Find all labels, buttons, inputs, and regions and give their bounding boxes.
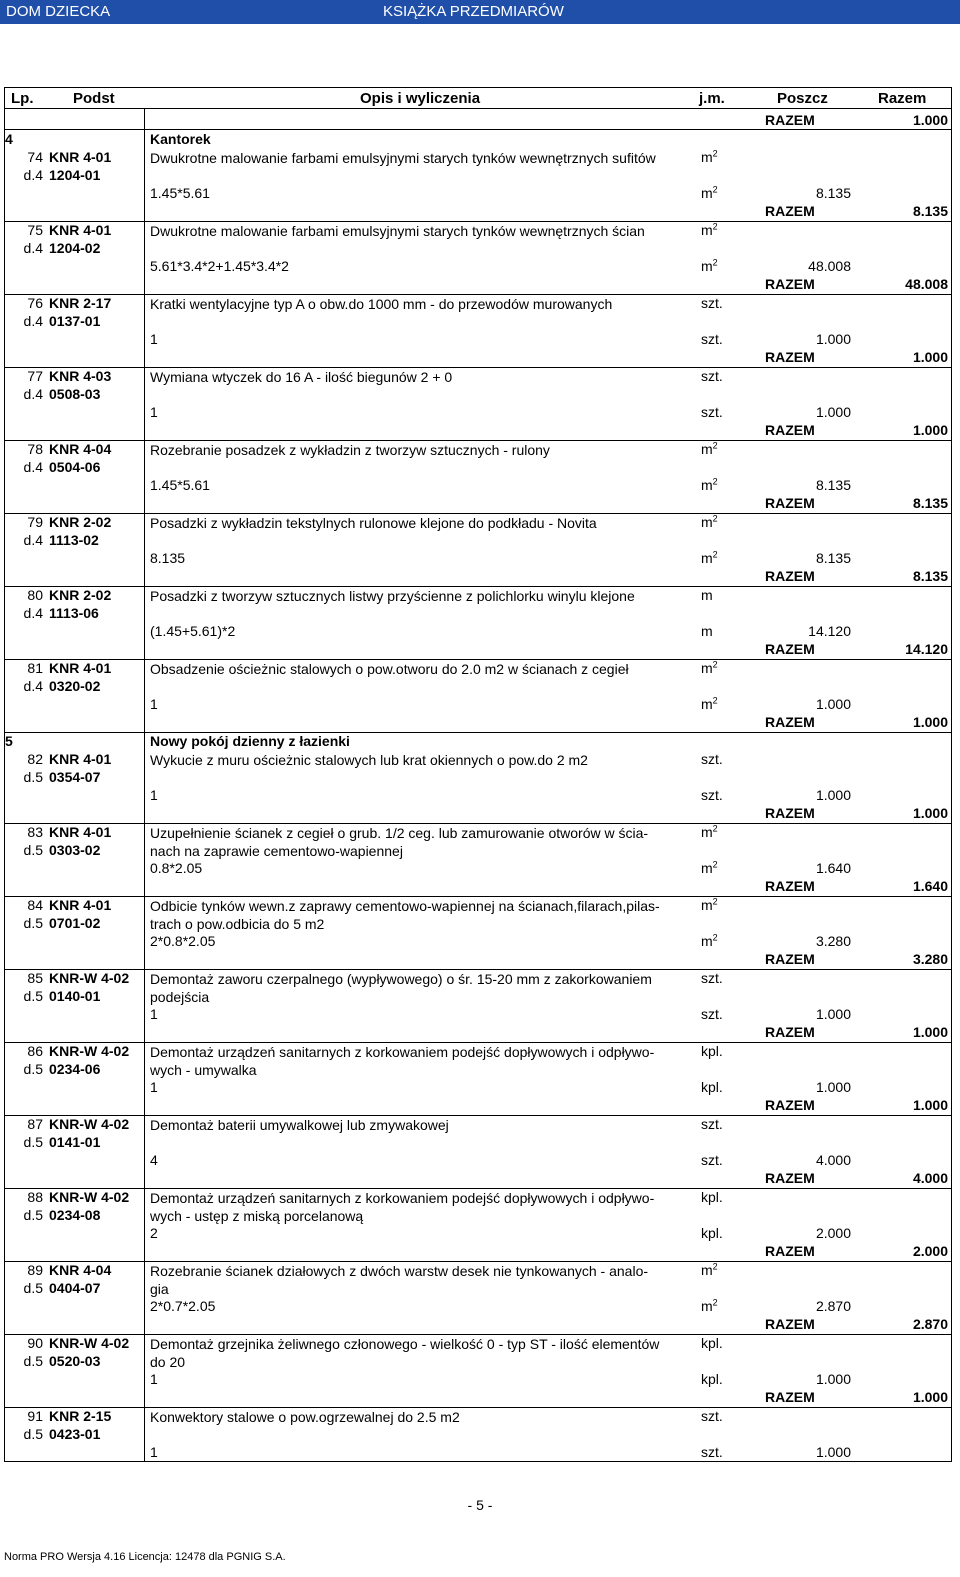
razem-label: RAZEM bbox=[765, 1170, 815, 1186]
item-description: Posadzki z tworzyw sztucznych listwy przyścienne z polichlorku winylu klejone bbox=[150, 588, 635, 604]
calc-unit: $m^2$ bbox=[701, 549, 718, 566]
razem-value: 1.000 bbox=[912, 422, 948, 438]
item-number: 76 bbox=[27, 295, 43, 311]
section-title: Nowy pokój dzienny z łazienki bbox=[150, 733, 350, 749]
knr-code: 0234-08 bbox=[49, 1207, 101, 1223]
calc-expression: (1.45+5.61)*2 bbox=[150, 623, 236, 639]
item-unit: szt. bbox=[701, 970, 723, 986]
item-description: Demontaż baterii umywalkowej lub zmywakowej bbox=[150, 1117, 449, 1133]
item-unit: $m^2$ bbox=[701, 823, 718, 840]
item-description-cont: do 20 bbox=[150, 1354, 186, 1370]
item-description-cont: podejścia bbox=[150, 989, 210, 1005]
poszcz-value: 1.000 bbox=[815, 1079, 851, 1095]
razem-value: 1.000 bbox=[912, 805, 948, 821]
item-d: d.5 bbox=[23, 842, 43, 858]
razem-label: RAZEM bbox=[765, 878, 815, 894]
item-description: Odbicie tynków wewn.z zaprawy cementowo-wapiennej na ścianach,filarach,pilas- bbox=[150, 898, 660, 914]
item-d: d.5 bbox=[23, 988, 43, 1004]
calc-expression: 1 bbox=[150, 1006, 158, 1022]
book-title: KSIĄŻKA PRZEDMIARÓW bbox=[383, 3, 564, 20]
razem-label: RAZEM bbox=[765, 1024, 815, 1040]
razem-value: 48.008 bbox=[905, 276, 948, 292]
col-lp: Lp. bbox=[11, 90, 34, 107]
item-unit: szt. bbox=[701, 751, 723, 767]
calc-unit: m bbox=[701, 623, 713, 639]
razem-value: 1.000 bbox=[912, 714, 948, 730]
calc-expression: 5.61*3.4*2+1.45*3.4*2 bbox=[150, 258, 289, 274]
item-number: 84 bbox=[27, 897, 43, 913]
poszcz-value: 1.000 bbox=[815, 696, 851, 712]
calc-unit: szt. bbox=[701, 404, 723, 420]
knr-code: 0508-03 bbox=[49, 386, 101, 402]
razem-value: 8.135 bbox=[912, 495, 948, 511]
item-unit: szt. bbox=[701, 1116, 723, 1132]
row-separator bbox=[5, 732, 951, 733]
item-unit: $m^2$ bbox=[701, 896, 718, 913]
item-description-cont: wych - ustęp z miską porcelanową bbox=[150, 1208, 364, 1224]
item-unit: $m^2$ bbox=[701, 221, 718, 238]
item-number: 75 bbox=[27, 222, 43, 238]
calc-expression: 1 bbox=[150, 404, 158, 420]
calc-unit: $m^2$ bbox=[701, 1297, 718, 1314]
item-description-cont: gia bbox=[150, 1281, 169, 1297]
item-unit: $m^2$ bbox=[701, 513, 718, 530]
razem-value: 1.000 bbox=[912, 1024, 948, 1040]
item-description: Demontaż urządzeń sanitarnych z korkowaniem podejść dopływowych i odpływo- bbox=[150, 1044, 655, 1060]
calc-unit: $m^2$ bbox=[701, 695, 718, 712]
razem-value: 3.280 bbox=[912, 951, 948, 967]
item-number: 87 bbox=[27, 1116, 43, 1132]
item-unit: $m^2$ bbox=[701, 440, 718, 457]
calc-expression: 4 bbox=[150, 1152, 158, 1168]
item-d: d.5 bbox=[23, 1207, 43, 1223]
knr-code: 1204-02 bbox=[49, 240, 101, 256]
razem-value: 1.000 bbox=[912, 349, 948, 365]
col-poszcz: Poszcz bbox=[777, 90, 828, 107]
poszcz-value: 1.000 bbox=[815, 1006, 851, 1022]
item-d: d.4 bbox=[23, 167, 43, 183]
poszcz-value: 1.000 bbox=[815, 1371, 851, 1387]
razem-label: RAZEM bbox=[765, 495, 815, 511]
item-unit: m bbox=[701, 587, 713, 603]
calc-unit: szt. bbox=[701, 787, 723, 803]
item-d: d.5 bbox=[23, 1426, 43, 1442]
item-unit: $m^2$ bbox=[701, 148, 718, 165]
knr-code: 0141-01 bbox=[49, 1134, 101, 1150]
item-description-cont: wych - umywalka bbox=[150, 1062, 257, 1078]
calc-unit: szt. bbox=[701, 331, 723, 347]
item-description: Uzupełnienie ścianek z cegieł o grub. 1/2 ceg. lub zamurowanie otworów w ścia- bbox=[150, 825, 649, 841]
razem-label: RAZEM bbox=[765, 112, 815, 128]
calc-unit: kpl. bbox=[701, 1225, 723, 1241]
calc-unit: $m^2$ bbox=[701, 476, 718, 493]
calc-unit: szt. bbox=[701, 1152, 723, 1168]
poszcz-value: 8.135 bbox=[815, 185, 851, 201]
calc-expression: 1 bbox=[150, 696, 158, 712]
knr-catalog: KNR 4-01 bbox=[49, 222, 112, 238]
poszcz-value: 8.135 bbox=[815, 550, 851, 566]
knr-code: 0520-03 bbox=[49, 1353, 101, 1369]
calc-expression: 8.135 bbox=[150, 550, 186, 566]
calc-expression: 1.45*5.61 bbox=[150, 185, 210, 201]
razem-label: RAZEM bbox=[765, 1316, 815, 1332]
item-description: Rozebranie ścianek działowych z dwóch warstw desek nie tynkowanych - analo- bbox=[150, 1263, 649, 1279]
knr-catalog: KNR 2-02 bbox=[49, 514, 112, 530]
item-d: d.5 bbox=[23, 1353, 43, 1369]
calc-unit: $m^2$ bbox=[701, 257, 718, 274]
item-description: Wykucie z muru ościeżnic stalowych lub krat okiennych o pow.do 2 m2 bbox=[150, 752, 588, 768]
document-title: DOM DZIECKA bbox=[6, 3, 111, 20]
knr-catalog: KNR 4-03 bbox=[49, 368, 112, 384]
calc-expression: 1 bbox=[150, 331, 158, 347]
item-description: Demontaż zaworu czerpalnego (wypływowego) o śr. 15-20 mm z zakorkowaniem bbox=[150, 971, 652, 987]
section-number: 4 bbox=[5, 131, 13, 147]
item-number: 81 bbox=[27, 660, 43, 676]
knr-code: 1113-02 bbox=[49, 532, 99, 548]
calc-expression: 2*0.8*2.05 bbox=[150, 933, 216, 949]
knr-catalog: KNR 2-17 bbox=[49, 295, 112, 311]
knr-catalog: KNR-W 4-02 bbox=[49, 1116, 130, 1132]
item-description-cont: trach o pow.odbicia do 5 m2 bbox=[150, 916, 325, 932]
razem-label: RAZEM bbox=[765, 714, 815, 730]
knr-code: 0354-07 bbox=[49, 769, 101, 785]
knr-catalog: KNR-W 4-02 bbox=[49, 1335, 130, 1351]
item-unit: $m^2$ bbox=[701, 1261, 718, 1278]
item-number: 90 bbox=[27, 1335, 43, 1351]
razem-value: 2.870 bbox=[912, 1316, 948, 1332]
razem-label: RAZEM bbox=[765, 349, 815, 365]
calc-expression: 2*0.7*2.05 bbox=[150, 1298, 216, 1314]
knr-catalog: KNR 4-04 bbox=[49, 1262, 112, 1278]
item-d: d.5 bbox=[23, 769, 43, 785]
razem-label: RAZEM bbox=[765, 276, 815, 292]
knr-catalog: KNR 4-01 bbox=[49, 660, 112, 676]
col-jm: j.m. bbox=[699, 90, 725, 107]
col-podst: Podst bbox=[73, 90, 115, 107]
poszcz-value: 1.000 bbox=[815, 331, 851, 347]
item-number: 83 bbox=[27, 824, 43, 840]
item-unit: szt. bbox=[701, 368, 723, 384]
page-number: - 5 - bbox=[467, 1497, 493, 1513]
item-number: 91 bbox=[27, 1408, 43, 1424]
top-header-bar bbox=[0, 0, 960, 24]
item-unit: kpl. bbox=[701, 1335, 723, 1351]
razem-label: RAZEM bbox=[765, 203, 815, 219]
calc-expression: 1 bbox=[150, 1079, 158, 1095]
razem-value: 1.000 bbox=[912, 112, 948, 128]
knr-catalog: KNR 4-04 bbox=[49, 441, 112, 457]
item-number: 78 bbox=[27, 441, 43, 457]
poszcz-value: 4.000 bbox=[815, 1152, 851, 1168]
knr-catalog: KNR 4-01 bbox=[49, 751, 112, 767]
item-d: d.4 bbox=[23, 313, 43, 329]
item-description: Kratki wentylacyjne typ A o obw.do 1000 mm - do przewodów murowanych bbox=[150, 296, 613, 312]
razem-value: 1.000 bbox=[912, 1097, 948, 1113]
col-razem: Razem bbox=[878, 90, 927, 107]
item-unit: $m^2$ bbox=[701, 659, 718, 676]
knr-catalog: KNR 4-01 bbox=[49, 149, 112, 165]
item-unit: szt. bbox=[701, 1408, 723, 1424]
estimate-table bbox=[4, 108, 952, 1462]
knr-catalog: KNR 4-01 bbox=[49, 897, 112, 913]
col-opis: Opis i wyliczenia bbox=[360, 90, 481, 107]
knr-code: 1204-01 bbox=[49, 167, 101, 183]
poszcz-value: 1.000 bbox=[815, 1444, 851, 1460]
knr-code: 0303-02 bbox=[49, 842, 101, 858]
calc-unit: $m^2$ bbox=[701, 859, 718, 876]
item-number: 89 bbox=[27, 1262, 43, 1278]
item-description: Posadzki z wykładzin tekstylnych rulonowe klejone do podkładu - Novita bbox=[150, 515, 597, 531]
item-d: d.5 bbox=[23, 1134, 43, 1150]
item-description-cont: nach na zaprawie cementowo-wapiennej bbox=[150, 843, 403, 859]
calc-expression: 1.45*5.61 bbox=[150, 477, 210, 493]
item-description: Rozebranie posadzek z wykładzin z tworzyw sztucznych - rulony bbox=[150, 442, 550, 458]
knr-catalog: KNR 2-15 bbox=[49, 1408, 112, 1424]
section-title: Kantorek bbox=[150, 131, 211, 147]
item-number: 85 bbox=[27, 970, 43, 986]
razem-value: 14.120 bbox=[905, 641, 948, 657]
item-unit: kpl. bbox=[701, 1043, 723, 1059]
knr-code: 0423-01 bbox=[49, 1426, 101, 1442]
poszcz-value: 3.280 bbox=[815, 933, 851, 949]
calc-expression: 1 bbox=[150, 1371, 158, 1387]
knr-code: 0404-07 bbox=[49, 1280, 101, 1296]
item-number: 88 bbox=[27, 1189, 43, 1205]
calc-unit: szt. bbox=[701, 1006, 723, 1022]
item-number: 74 bbox=[27, 149, 43, 165]
razem-label: RAZEM bbox=[765, 422, 815, 438]
calc-unit: kpl. bbox=[701, 1079, 723, 1095]
poszcz-value: 48.008 bbox=[808, 258, 851, 274]
razem-value: 8.135 bbox=[912, 203, 948, 219]
poszcz-value: 2.870 bbox=[815, 1298, 851, 1314]
poszcz-value: 1.000 bbox=[815, 787, 851, 803]
knr-code: 0504-06 bbox=[49, 459, 101, 475]
knr-catalog: KNR 2-02 bbox=[49, 587, 112, 603]
item-unit: kpl. bbox=[701, 1189, 723, 1205]
knr-code: 0701-02 bbox=[49, 915, 101, 931]
item-description: Konwektory stalowe o pow.ogrzewalnej do 2.5 m2 bbox=[150, 1409, 460, 1425]
item-description: Dwukrotne malowanie farbami emulsyjnymi starych tynków wewnętrznych ścian bbox=[150, 223, 645, 239]
razem-value: 4.000 bbox=[912, 1170, 948, 1186]
knr-catalog: KNR 4-01 bbox=[49, 824, 112, 840]
item-description: Wymiana wtyczek do 16 A - ilość biegunów 2 + 0 bbox=[150, 369, 453, 385]
item-number: 86 bbox=[27, 1043, 43, 1059]
poszcz-value: 8.135 bbox=[815, 477, 851, 493]
poszcz-value: 1.640 bbox=[815, 860, 851, 876]
razem-value: 8.135 bbox=[912, 568, 948, 584]
calc-unit: $m^2$ bbox=[701, 932, 718, 949]
section-number: 5 bbox=[5, 733, 13, 749]
poszcz-value: 1.000 bbox=[815, 404, 851, 420]
knr-code: 0234-06 bbox=[49, 1061, 101, 1077]
calc-unit: $m^2$ bbox=[701, 184, 718, 201]
item-d: d.5 bbox=[23, 915, 43, 931]
item-d: d.5 bbox=[23, 1061, 43, 1077]
item-number: 77 bbox=[27, 368, 43, 384]
calc-unit: szt. bbox=[701, 1444, 723, 1460]
razem-label: RAZEM bbox=[765, 568, 815, 584]
razem-value: 2.000 bbox=[912, 1243, 948, 1259]
item-number: 80 bbox=[27, 587, 43, 603]
poszcz-value: 2.000 bbox=[815, 1225, 851, 1241]
calc-expression: 2 bbox=[150, 1225, 158, 1241]
razem-label: RAZEM bbox=[765, 1243, 815, 1259]
calc-expression: 0.8*2.05 bbox=[150, 860, 203, 876]
razem-value: 1.000 bbox=[912, 1389, 948, 1405]
item-description: Dwukrotne malowanie farbami emulsyjnymi starych tynków wewnętrznych sufitów bbox=[150, 150, 656, 166]
item-d: d.4 bbox=[23, 386, 43, 402]
column-header-row bbox=[4, 87, 952, 109]
knr-code: 0320-02 bbox=[49, 678, 101, 694]
knr-code: 1113-06 bbox=[49, 605, 99, 621]
calc-expression: 1 bbox=[150, 787, 158, 803]
razem-label: RAZEM bbox=[765, 1389, 815, 1405]
razem-value: 1.640 bbox=[912, 878, 948, 894]
razem-label: RAZEM bbox=[765, 805, 815, 821]
item-description: Demontaż grzejnika żeliwnego członowego - wielkość 0 - typ ST - ilość elementów bbox=[150, 1336, 660, 1352]
item-number: 79 bbox=[27, 514, 43, 530]
item-d: d.4 bbox=[23, 459, 43, 475]
item-description: Demontaż urządzeń sanitarnych z korkowaniem podejść dopływowych i odpływo- bbox=[150, 1190, 655, 1206]
knr-code: 0140-01 bbox=[49, 988, 101, 1004]
item-number: 82 bbox=[27, 751, 43, 767]
item-d: d.4 bbox=[23, 678, 43, 694]
razem-label: RAZEM bbox=[765, 641, 815, 657]
item-d: d.4 bbox=[23, 532, 43, 548]
knr-catalog: KNR-W 4-02 bbox=[49, 1043, 130, 1059]
razem-label: RAZEM bbox=[765, 951, 815, 967]
calc-unit: kpl. bbox=[701, 1371, 723, 1387]
knr-catalog: KNR-W 4-02 bbox=[49, 970, 130, 986]
item-d: d.4 bbox=[23, 605, 43, 621]
poszcz-value: 14.120 bbox=[808, 623, 851, 639]
item-d: d.5 bbox=[23, 1280, 43, 1296]
footer-license: Norma PRO Wersja 4.16 Licencja: 12478 dla PGNIG S.A. bbox=[4, 1551, 286, 1563]
razem-label: RAZEM bbox=[765, 1097, 815, 1113]
item-unit: szt. bbox=[701, 295, 723, 311]
knr-catalog: KNR-W 4-02 bbox=[49, 1189, 130, 1205]
calc-expression: 1 bbox=[150, 1444, 158, 1460]
knr-code: 0137-01 bbox=[49, 313, 101, 329]
item-description: Obsadzenie ościeżnic stalowych o pow.otworu do 2.0 m2 w ścianach z cegieł bbox=[150, 661, 629, 677]
item-d: d.4 bbox=[23, 240, 43, 256]
row-separator bbox=[5, 129, 951, 130]
